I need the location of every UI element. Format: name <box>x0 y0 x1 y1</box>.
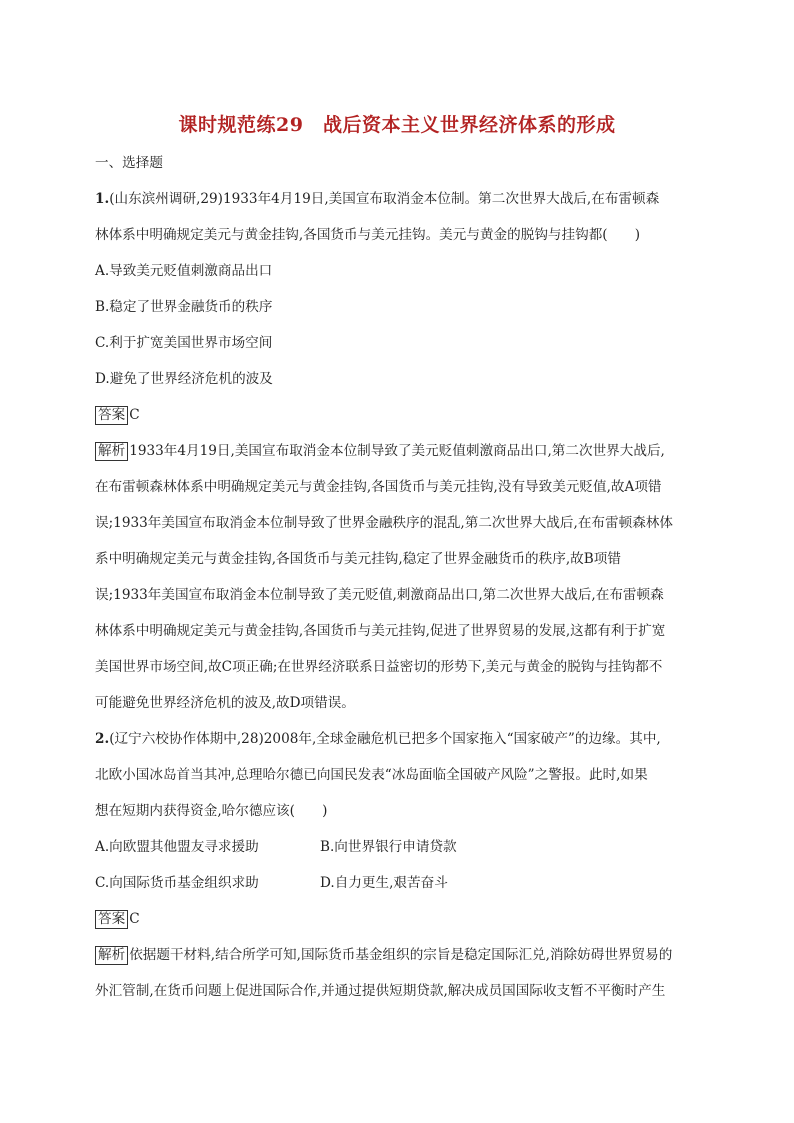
q2-option-b: B.向世界银行申请贷款 <box>320 839 457 855</box>
q1-number: 1. <box>95 191 110 207</box>
q1-analysis-line-8: 可能避免世界经济危机的波及,故D项错误。 <box>95 695 355 711</box>
q1-analysis-line-2: 在布雷顿森林体系中明确规定美元与黄金挂钩,各国货币与美元挂钩,没有导致美元贬值,故A项错 <box>95 479 662 495</box>
q1-analysis-line-6: 林体系中明确规定美元与黄金挂钩,各国货币与美元挂钩,促进了世界贸易的发展,这都有利于扩宽 <box>95 623 666 639</box>
q1-analysis-line-5: 误;1933年美国宣布取消金本位制导致了美元贬值,刺激商品出口,第二次世界大战后,在布雷顿森 <box>95 587 664 603</box>
q2-stem-line-3: 想在短期内获得资金,哈尔德应该( ) <box>95 803 328 819</box>
q1-analysis-line-4: 系中明确规定美元与黄金挂钩,各国货币与美元挂钩,稳定了世界金融货币的秩序,故B项错 <box>95 551 621 567</box>
q1-stem-line-1 <box>95 189 705 209</box>
q2-option-c: C.向国际货币基金组织求助 <box>95 875 259 891</box>
page-title: 课时规范练29 战后资本主义世界经济体系的形成 <box>178 114 616 136</box>
answer-label: 答案 <box>95 910 128 929</box>
q2-analysis-text-1: 依据题干材料,结合所学可知,国际货币基金组织的宗旨是稳定国际汇兑,消除妨碍世界贸易的 <box>129 947 673 963</box>
q2-stem-text-1: (辽宁六校协作体期中,28)2008年,全球金融危机已把多个国家拖入“国家破产”的边缘。其中, <box>109 731 661 747</box>
q1-option-b: B.稳定了世界金融货币的秩序 <box>95 299 273 315</box>
q2-option-a: A.向欧盟其他盟友寻求援助 <box>95 839 259 855</box>
q2-answer-value: C <box>129 911 140 927</box>
q2-option-d: D.自力更生,艰苦奋斗 <box>320 875 448 891</box>
q1-stem-line-2: 林体系中明确规定美元与黄金挂钩,各国货币与美元挂钩。美元与黄金的脱钩与挂钩都( ) <box>95 227 641 243</box>
answer-label: 答案 <box>95 406 128 425</box>
q2-number: 2. <box>95 731 110 747</box>
q1-analysis-line-1 <box>95 441 705 461</box>
section-heading: 一、选择题 <box>95 155 163 171</box>
q1-option-d: D.避免了世界经济危机的波及 <box>95 371 273 387</box>
q1-analysis-line-7: 美国世界市场空间,故C项正确;在世界经济联系日益密切的形势下,美元与黄金的脱钩与挂钩都不 <box>95 659 663 675</box>
q1-option-c: C.利于扩宽美国世界市场空间 <box>95 335 273 351</box>
q2-analysis-line-1 <box>95 945 705 965</box>
q2-answer <box>95 909 705 929</box>
q1-stem-text-1: (山东滨州调研,29)1933年4月19日,美国宣布取消金本位制。第二次世界大战后,在布雷顿森 <box>109 191 660 207</box>
analysis-label: 解析 <box>95 442 128 461</box>
q1-option-a: A.导致美元贬值刺激商品出口 <box>95 263 273 279</box>
q1-analysis-text-1: 1933年4月19日,美国宣布取消金本位制导致了美元贬值刺激商品出口,第二次世界大战后, <box>129 443 665 459</box>
analysis-label: 解析 <box>95 946 128 965</box>
q1-analysis-line-3: 误;1933年美国宣布取消金本位制导致了世界金融秩序的混乱,第二次世界大战后,在布雷顿森林体 <box>95 515 673 531</box>
q1-answer-value: C <box>129 407 140 423</box>
q2-stem-line-1 <box>95 729 705 749</box>
q1-answer <box>95 405 705 425</box>
q2-analysis-line-2: 外汇管制,在货币问题上促进国际合作,并通过提供短期贷款,解决成员国国际收支暂不平衡时产生 <box>95 983 666 999</box>
q2-stem-line-2: 北欧小国冰岛首当其冲,总理哈尔德已向国民发表“冰岛面临全国破产风险”之警报。此时,如果 <box>95 767 648 783</box>
